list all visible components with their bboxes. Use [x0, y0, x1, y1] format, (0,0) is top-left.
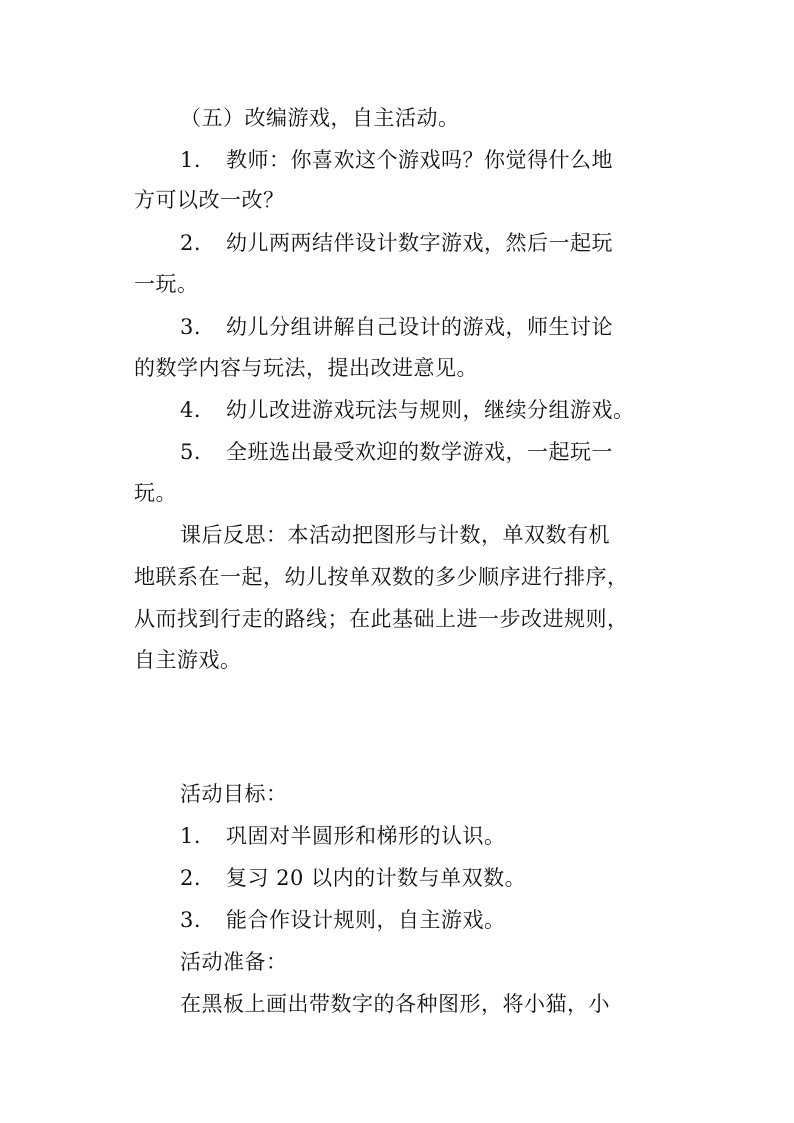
- item-text-continued: 方可以改一改？: [134, 188, 285, 212]
- item-number: 5.: [180, 440, 202, 464]
- item-text: 教师：你喜欢这个游戏吗？你觉得什么地: [226, 148, 613, 172]
- item-text: 幼儿分组讲解自己设计的游戏，师生讨论: [226, 315, 613, 339]
- reflection-line: 课后反思：本活动把图形与计数，单双数有机: [180, 523, 610, 547]
- item-text: 巩固对半圆形和梯形的认识。: [226, 824, 506, 848]
- item-text-continued: 的数学内容与玩法，提出改进意见。: [134, 356, 478, 380]
- item-text: 幼儿改进游戏玩法与规则，继续分组游戏。: [226, 398, 635, 422]
- item-text-continued: 玩。: [134, 481, 177, 505]
- item-number: 2.: [180, 866, 202, 890]
- item-text: 能合作设计规则，自主游戏。: [226, 908, 506, 932]
- list-item: [180, 438, 613, 466]
- goal-item: [180, 822, 506, 850]
- item-text-continued: 一玩。: [134, 272, 199, 296]
- list-item: [180, 146, 613, 174]
- item-number: 1.: [180, 824, 202, 848]
- section-heading: （五）改编游戏，自主活动。: [180, 106, 460, 130]
- item-number: 1.: [180, 148, 202, 172]
- goal-item: [180, 906, 506, 934]
- reflection-line: 自主游戏。: [134, 648, 242, 672]
- item-number: 2.: [180, 231, 202, 255]
- item-number: 3.: [180, 315, 202, 339]
- reflection-line: 地联系在一起，幼儿按单双数的多少顺序进行排序，: [134, 565, 629, 589]
- list-item: [180, 313, 613, 341]
- goals-heading: 活动目标：: [180, 782, 288, 806]
- list-item: [180, 396, 635, 424]
- item-text: 复习 20 以内的计数与单双数。: [226, 866, 527, 890]
- prep-text: 在黑板上画出带数字的各种图形，将小猫，小: [180, 992, 610, 1016]
- reflection-line: 从而找到行走的路线；在此基础上进一步改进规则，: [134, 607, 629, 631]
- item-text: 全班选出最受欢迎的数学游戏，一起玩一: [226, 440, 613, 464]
- item-text: 幼儿两两结伴设计数字游戏，然后一起玩: [226, 231, 613, 255]
- item-number: 4.: [180, 398, 202, 422]
- list-item: [180, 229, 613, 257]
- item-number: 3.: [180, 908, 202, 932]
- prep-heading: 活动准备：: [180, 950, 288, 974]
- goal-item: [180, 864, 526, 892]
